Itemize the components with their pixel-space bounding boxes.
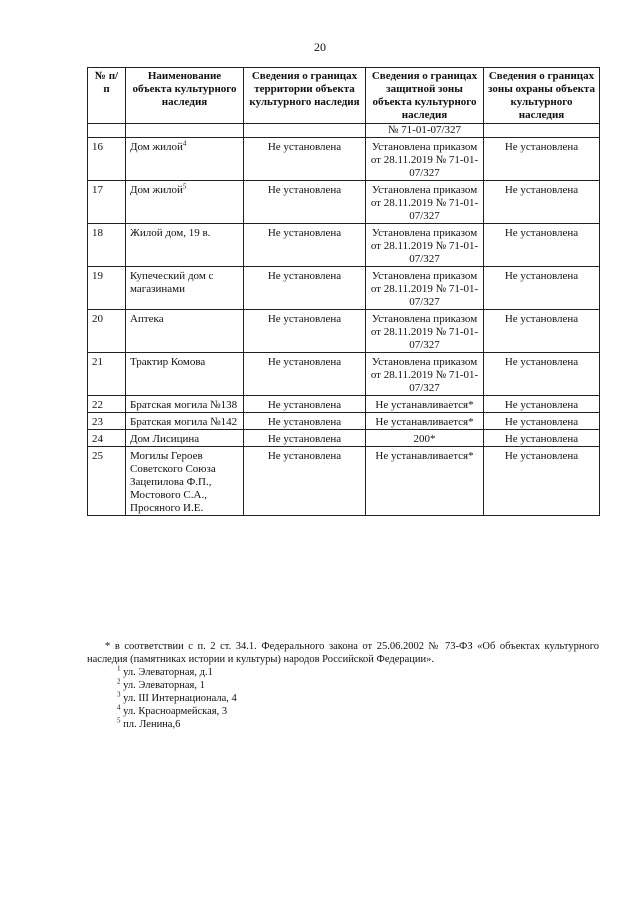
cell-protection-zone: Установлена приказом от 28.11.2019 № 71-01-07/327 (366, 353, 484, 396)
table-row (88, 413, 600, 430)
cell-name (126, 124, 244, 138)
address-footnote (87, 718, 599, 731)
object-name: Дом жилой (130, 141, 183, 153)
cell-protection-zone: Не устанавливается* (366, 396, 484, 413)
cell-security-zone: Не установлена (484, 413, 600, 430)
cell-territory: Не установлена (244, 413, 366, 430)
table-row (88, 181, 600, 224)
footnotes (87, 640, 599, 731)
cell-name (126, 430, 244, 447)
header-security-zone: Сведения о границах зоны охраны объекта культурного наследия (484, 68, 600, 124)
cell-territory: Не установлена (244, 447, 366, 516)
address-text: ул. Красноармейская, 3 (123, 706, 228, 717)
footnote-marker: 5 (117, 716, 121, 725)
address-text: ул. III Интернационала, 4 (123, 693, 237, 704)
cell-security-zone: Не установлена (484, 138, 600, 181)
table-row (88, 353, 600, 396)
cell-protection-zone: Установлена приказом от 28.11.2019 № 71-01-07/327 (366, 138, 484, 181)
cell-security-zone: Не установлена (484, 396, 600, 413)
cell-protection-zone: Не устанавливается* (366, 447, 484, 516)
table-row (88, 310, 600, 353)
object-name: Дом жилой (130, 184, 183, 196)
cell-num: 21 (88, 353, 126, 396)
cell-protection-zone: № 71-01-07/327 (366, 124, 484, 138)
cell-name (126, 447, 244, 516)
cell-num: 23 (88, 413, 126, 430)
footnote-marker: 5 (182, 182, 187, 191)
page-number: 20 (314, 40, 326, 54)
cell-name (126, 138, 244, 181)
table-row-continuation (88, 124, 600, 138)
cell-territory: Не установлена (244, 224, 366, 267)
object-name: Братская могила №138 (130, 399, 238, 411)
cell-security-zone (484, 124, 600, 138)
cell-name (126, 267, 244, 310)
cell-protection-zone: Не устанавливается* (366, 413, 484, 430)
address-footnote (87, 666, 599, 679)
object-name: Аптека (130, 313, 164, 325)
address-footnote (87, 679, 599, 692)
cell-security-zone: Не установлена (484, 353, 600, 396)
header-protection-zone: Сведения о границах защитной зоны объекта культурного наследия (366, 68, 484, 124)
cell-name (126, 181, 244, 224)
cell-territory: Не установлена (244, 267, 366, 310)
cell-name (126, 396, 244, 413)
cell-territory: Не установлена (244, 310, 366, 353)
header-name: Наименование объекта культурного наследия (126, 68, 244, 124)
cell-security-zone: Не установлена (484, 267, 600, 310)
address-text: пл. Ленина,6 (123, 719, 181, 730)
address-text: ул. Элеваторная, 1 (123, 680, 205, 691)
object-name: Могилы Героев Советского Союза Зацепилова Ф.П., Мостового С.А., Просяного И.Е. (130, 450, 216, 514)
object-name: Трактир Комова (130, 356, 206, 368)
table-row (88, 138, 600, 181)
footnote-marker: 3 (117, 690, 121, 699)
table-row (88, 430, 600, 447)
object-name: Братская могила №142 (130, 416, 238, 428)
cell-protection-zone: Установлена приказом от 28.11.2019 № 71-01-07/327 (366, 310, 484, 353)
address-footnote (87, 705, 599, 718)
cell-num: 18 (88, 224, 126, 267)
footnote-marker: 4 (117, 703, 121, 712)
cell-security-zone: Не установлена (484, 430, 600, 447)
cell-num: 22 (88, 396, 126, 413)
footnote-law-reference: * в соответствии с п. 2 ст. 34.1. Федерального закона от 25.06.2002 № 73-ФЗ «Об объектах культурного наследия (памятниках истории и культуры) народов Российской Федерации». (87, 641, 599, 665)
table-row (88, 267, 600, 310)
cell-protection-zone: Установлена приказом от 28.11.2019 № 71-01-07/327 (366, 181, 484, 224)
table-row (88, 447, 600, 516)
cell-name (126, 413, 244, 430)
address-text: ул. Элеваторная, д.1 (123, 667, 213, 678)
cell-protection-zone: Установлена приказом от 28.11.2019 № 71-01-07/327 (366, 224, 484, 267)
object-name: Дом Лисицина (130, 433, 200, 445)
cell-protection-zone: 200* (366, 430, 484, 447)
cell-security-zone: Не установлена (484, 181, 600, 224)
cell-territory: Не установлена (244, 430, 366, 447)
object-name: Купеческий дом с магазинами (130, 270, 214, 295)
header-territory: Сведения о границах территории объекта культурного наследия (244, 68, 366, 124)
cell-name (126, 310, 244, 353)
cell-num: 17 (88, 181, 126, 224)
table-header-row (88, 68, 600, 124)
table-row (88, 396, 600, 413)
cell-security-zone: Не установлена (484, 447, 600, 516)
cell-name (126, 353, 244, 396)
address-footnote-list (87, 666, 599, 731)
cell-security-zone: Не установлена (484, 224, 600, 267)
cell-territory (244, 124, 366, 138)
cell-num (88, 124, 126, 138)
heritage-registry-table (87, 67, 600, 516)
cell-num: 20 (88, 310, 126, 353)
cell-num: 19 (88, 267, 126, 310)
cell-territory: Не установлена (244, 138, 366, 181)
table-body (88, 124, 600, 516)
footnote-marker: 2 (117, 677, 121, 686)
address-footnote (87, 692, 599, 705)
header-num: № п/п (88, 68, 126, 124)
cell-security-zone: Не установлена (484, 310, 600, 353)
cell-territory: Не установлена (244, 396, 366, 413)
cell-num: 24 (88, 430, 126, 447)
cell-name (126, 224, 244, 267)
object-name: Жилой дом, 19 в. (130, 227, 211, 239)
table-row (88, 224, 600, 267)
cell-num: 16 (88, 138, 126, 181)
footnote-marker: 4 (182, 139, 187, 148)
cell-territory: Не установлена (244, 353, 366, 396)
cell-protection-zone: Установлена приказом от 28.11.2019 № 71-01-07/327 (366, 267, 484, 310)
footnote-marker: 1 (117, 664, 121, 673)
cell-num: 25 (88, 447, 126, 516)
cell-territory: Не установлена (244, 181, 366, 224)
